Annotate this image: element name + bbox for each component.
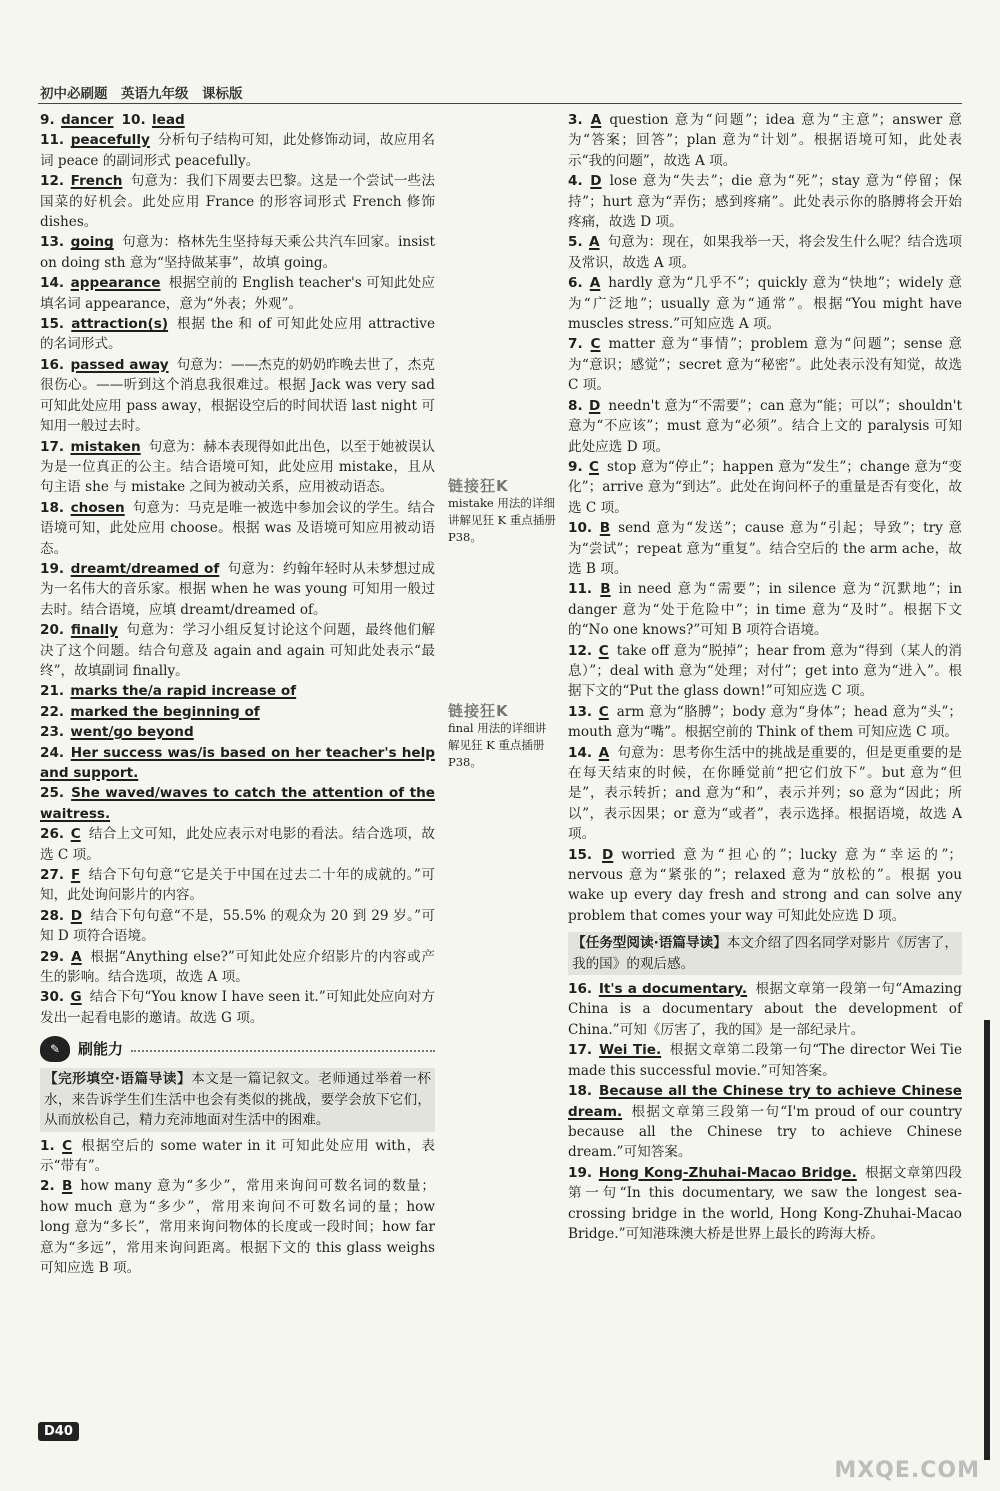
- task-answer-list: [568, 979, 962, 1244]
- item-number: 28.: [40, 907, 65, 924]
- item-explanation: 结合上文可知，此处应表示对电影的看法。结合选项，故选 C 项。: [40, 826, 436, 863]
- item-explanation: 句意为：——杰克的奶奶昨晚去世了，杰克很伤心。——听到这个消息我很难过。根据 Jack was very sad 可知此处应用 pass away，根据设空后的时间状语 last night 可知用一般过去时。: [40, 356, 435, 435]
- side-note-text: mistake 用法的详细讲解见狂 K 重点插册 P38。: [448, 496, 556, 544]
- item-answer: lead: [151, 112, 185, 128]
- task-intro-text: 本文介绍了四名同学对影片《厉害了，我的国》的观后感。: [572, 935, 959, 972]
- item-number: 10.: [568, 520, 593, 537]
- item-answer: A: [589, 234, 600, 251]
- item-answer: Hong Kong-Zhuhai-Macao Bridge.: [598, 1164, 857, 1181]
- item-explanation: take off 意为“脱掉”；hear from 意为“得到（某人的消息）”；deal with 意为“处理；对付”；get into 意为“进入”。根据下文的“Put the glass down!”可知应选 C 项。: [568, 642, 962, 700]
- pencil-icon: ✎: [40, 1036, 70, 1062]
- item-answer: F: [70, 867, 81, 884]
- item-number: 11.: [40, 132, 65, 149]
- item-number: 19.: [568, 1164, 593, 1181]
- answer-item: [568, 579, 962, 640]
- item-number: 26.: [40, 826, 65, 843]
- answer-item: [40, 743, 435, 784]
- item-number: 30.: [40, 989, 65, 1006]
- item-number: 19.: [40, 560, 65, 577]
- item-number: 9.: [40, 112, 55, 128]
- answer-item: [568, 1081, 962, 1163]
- side-note-2: [448, 703, 556, 771]
- answer-item: [40, 130, 435, 171]
- item-answer: went/go beyond: [70, 724, 194, 741]
- answer-item: [568, 1040, 962, 1081]
- item-answer: chosen: [70, 499, 125, 516]
- item-number: 22.: [40, 703, 65, 720]
- item-answer: It's a documentary.: [598, 981, 748, 998]
- answer-item: [40, 722, 435, 742]
- answer-item: [40, 171, 435, 232]
- item-number: 21.: [40, 683, 65, 700]
- item-answer: going: [70, 234, 114, 251]
- section-shua-nengli: [40, 1036, 435, 1062]
- item-explanation: 根据文章第一段第一句“Amazing China is a documentary about the development of China.”可知《厉害了，我的国》是一部纪录片。: [568, 981, 962, 1038]
- item-explanation: 根据空前的 English teacher's 可知此处应填名词 appearance，意为“外表；外观”。: [40, 275, 435, 312]
- item-number: 12.: [568, 642, 593, 659]
- item-answer: C: [62, 1137, 73, 1154]
- cloze-answer-list: [40, 1136, 435, 1279]
- answer-item: [40, 783, 435, 824]
- answer-item: [568, 396, 962, 457]
- answer-item: [40, 681, 435, 701]
- dotted-rule: [131, 1050, 435, 1052]
- item-number: 9.: [568, 458, 583, 475]
- item-explanation: lose 意为“失去”；die 意为“死”；stay 意为“停留；保持”；hurt 意为“弄伤；感到疼痛”。此处表示你的胳膊将会开始疼痛，故选 D 项。: [568, 173, 962, 231]
- answer-item: [40, 987, 435, 1028]
- page-number: D40: [38, 1422, 79, 1441]
- item-answer: mistaken: [70, 438, 141, 455]
- item-answer: G: [70, 989, 82, 1006]
- answer-item: [568, 334, 962, 395]
- item-explanation: 句意为：马克是唯一被选中参加会议的学生。结合语境可知，此处应用 choose。根据 was 及语境可知应用被动语态。: [40, 499, 436, 557]
- answer-item: [40, 865, 435, 906]
- cloze-intro-heading: 【完形填空·语篇导读】: [44, 1071, 192, 1088]
- answer-item: [40, 498, 435, 559]
- item-number: 17.: [40, 438, 65, 455]
- item-number: 7.: [568, 336, 583, 353]
- item-answer: French: [70, 173, 123, 190]
- header-rule: [38, 103, 962, 104]
- item-explanation: 结合下句句意“不是，55.5% 的观众为 20 到 29 岁。”可知 D 项符合语境。: [40, 907, 436, 945]
- item-number: 10.: [121, 112, 146, 128]
- item-explanation: 句意为：现在，如果我举一天，将会发生什么呢？结合选项及常识，故选 A 项。: [568, 234, 963, 271]
- item-number: 3.: [568, 112, 583, 128]
- item-answer: D: [590, 173, 602, 190]
- answer-item: [568, 273, 962, 334]
- item-answer: appearance: [70, 275, 161, 292]
- item-explanation: 根据文章第三段第一句“I'm proud of our country because all the Chinese try to achieve Chinese dream.”可知答案。: [568, 1103, 962, 1161]
- item-explanation: 句意为：学习小组反复讨论这个问题，最终他们解决了这个问题。结合句意及 again and again 可知此处表示“最终”，故填副词 finally。: [40, 622, 435, 679]
- item-number: 20.: [40, 622, 65, 639]
- item-number: 12.: [40, 173, 65, 190]
- item-explanation: 根据文章第四段第一句“In this documentary, we saw the longest sea-crossing bridge in the world, Hong Kong-Zhuhai-Macao Bridge.”可知港珠澳大桥是世界上最长的跨海大桥。: [568, 1164, 963, 1242]
- answer-item: [40, 273, 435, 314]
- item-number: 29.: [40, 948, 65, 965]
- item-answer: marks the/a rapid increase of: [70, 683, 297, 700]
- answer-item: [568, 110, 962, 171]
- item-answer: C: [70, 826, 81, 843]
- item-number: 15.: [40, 316, 65, 333]
- answer-item: [40, 1176, 435, 1278]
- item-answer: dreamt/dreamed of: [70, 560, 220, 577]
- item-explanation: 句意为：约翰年轻时从未梦想过成为一名伟大的音乐家。根据 when he was young 可知用一般过去时。结合语境，应填 dreamt/dreamed of。: [40, 560, 435, 618]
- answer-item: [40, 355, 435, 437]
- left-answer-list: [40, 110, 435, 1028]
- item-answer: finally: [70, 622, 118, 639]
- item-explanation: needn't 意为“不需要”；can 意为“能；可以”；shouldn't 意为“不应该”；must 意为“必须”。结合上文的 paralysis 可知此处应选 D 项。: [568, 397, 962, 455]
- answer-item: [40, 437, 435, 498]
- item-explanation: in need 意为“需要”；in silence 意为“沉默地”；in danger 意为“处于危险中”；in time 意为“及时”。根据下文的“No one knows?”可知 B 项符合语境。: [568, 581, 962, 639]
- answer-item: [568, 1163, 962, 1245]
- item-number: 4.: [568, 173, 583, 190]
- watermark: MXQE.COM: [834, 1458, 980, 1483]
- answer-item: [40, 1136, 435, 1177]
- item-number: 18.: [40, 499, 65, 516]
- item-explanation: 根据空后的 some water in it 可知此处应用 with，表示“带有”。: [40, 1137, 435, 1174]
- item-explanation: 根据“Anything else?”可知此处应介绍影片的内容或产生的影响。结合选项，故选 A 项。: [40, 948, 435, 986]
- item-answer: C: [598, 703, 609, 720]
- answer-item: [568, 979, 962, 1040]
- item-number: 2.: [40, 1178, 55, 1195]
- item-number: 25.: [40, 785, 65, 802]
- item-number: 14.: [568, 744, 593, 761]
- item-explanation: question 意为“问题”；idea 意为“主意”；answer 意为“答案；回答”；plan 意为“计划”。根据语境可知，此处表示“我的问题”，故选 A 项。: [568, 112, 962, 169]
- side-note-text: final 用法的详细讲解见狂 K 重点插册 P38。: [448, 721, 547, 769]
- item-explanation: 结合下句句意“它是关于中国在过去二十年的成就的。”可知，此处询问影片的内容。: [40, 867, 435, 904]
- item-answer: A: [598, 744, 610, 761]
- item-number: 13.: [40, 234, 65, 251]
- item-answer: Her success was/is based on her teacher's help and support.: [40, 744, 435, 781]
- item-number: 23.: [40, 724, 65, 741]
- item-explanation: 句意为：格林先生坚持每天乘公共汽车回家。insist on doing sth 意为“坚持做某事”，故填 going。: [40, 234, 435, 271]
- item-answer: Because all the Chinese try to achieve Chinese dream.: [568, 1083, 962, 1120]
- item-answer: B: [600, 581, 611, 598]
- answer-item: [568, 702, 962, 743]
- side-note-1: [448, 478, 556, 546]
- item-answer: B: [599, 520, 611, 537]
- item-answer: C: [590, 336, 601, 353]
- answer-item: [568, 171, 962, 232]
- item-answer: D: [602, 846, 614, 863]
- right-answer-list: [568, 110, 962, 926]
- page-header: 初中必刷题 英语九年级 课标版: [40, 86, 243, 102]
- answer-item: [568, 518, 962, 579]
- item-answer: passed away: [70, 356, 169, 373]
- side-note-tag: 链接狂K: [448, 477, 509, 495]
- item-number: 6.: [568, 275, 583, 292]
- cloze-intro-text: 本文是一篇记叙文。老师通过举着一杯水，来告诉学生们生活中也会有类似的挑战，要学会放下它们，从而放松自己，精力充沛地面对生活中的困难。: [44, 1071, 432, 1129]
- section-label: 刷能力: [78, 1040, 124, 1059]
- item-answer: dancer: [60, 112, 114, 128]
- answer-item: [40, 702, 435, 722]
- answer-item: [568, 743, 962, 845]
- item-number: 8.: [568, 397, 583, 414]
- item-answer: A: [590, 112, 602, 128]
- item-number: 16.: [40, 356, 65, 373]
- answer-item: [40, 824, 435, 865]
- item-explanation: arm 意为“胳膊”；body 意为“身体”；head 意为“头”；mouth 意为“嘴”。根据空前的 Think of them 可知应选 C 项。: [568, 703, 962, 741]
- item-number: 15.: [568, 846, 593, 863]
- answer-item: [568, 641, 962, 702]
- item-number: 5.: [568, 234, 583, 251]
- answer-item: [568, 457, 962, 518]
- answer-item: [40, 232, 435, 273]
- answer-item: [40, 314, 435, 355]
- page-edge-bar: [984, 1020, 990, 1460]
- item-answer: A: [589, 275, 601, 292]
- item-answer: C: [588, 458, 599, 475]
- item-explanation: hardly 意为“几乎不”；quickly 意为“快地”；widely 意为“广泛地”；usually 意为“通常”。根据“You might have muscles stress.”可知应选 A 项。: [568, 275, 962, 333]
- answer-item: [40, 906, 435, 947]
- cloze-intro: [40, 1068, 435, 1131]
- left-column: [40, 110, 435, 1278]
- item-explanation: 句意为：赫本表现得如此出色，以至于她被误认为是一位真正的公主。结合语境可知，此处应用 mistake，且从句主语 she 与 mistake 之间为被动关系，应用被动语态。: [40, 438, 436, 496]
- item-answer: D: [589, 397, 601, 414]
- item-explanation: 根据 the 和 of 可知此处应用 attractive 的名词形式。: [40, 316, 435, 353]
- item-answer: attraction(s): [71, 316, 169, 333]
- answer-item: [40, 947, 435, 988]
- item-explanation: send 意为“发送”；cause 意为“引起；导致”；try 意为“尝试”；repeat 意为“重复”。结合空后的 the arm ache，故选 B 项。: [568, 520, 963, 577]
- item-explanation: worried 意为“担心的”；lucky 意为“幸运的”；nervous 意为“紧张的”；relaxed 意为“放松的”。根据 you wake up every day fresh and strong and can solve any problem that comes your way 可知此处应选 D 项。: [568, 846, 962, 924]
- item-number: 27.: [40, 867, 65, 884]
- item-number: 16.: [568, 981, 593, 998]
- item-number: 24.: [40, 744, 65, 761]
- item-explanation: 分析句子结构可知，此处修饰动词，故应用名词 peace 的副词形式 peacefully。: [40, 132, 436, 169]
- answer-item: [568, 845, 962, 927]
- item-explanation: 结合下句“You know I have seen it.”可知此处应向对方发出一起看电影的邀请。故选 G 项。: [40, 989, 436, 1026]
- item-answer: marked the beginning of: [70, 703, 260, 720]
- item-number: 13.: [568, 703, 593, 720]
- item-number: 17.: [568, 1042, 593, 1059]
- item-answer: peacefully: [70, 132, 150, 149]
- item-explanation: 根据文章第二段第一句“The director Wei Tie made this successful movie.”可知答案。: [568, 1042, 962, 1079]
- item-answer: B: [61, 1178, 73, 1195]
- item-answer: C: [598, 642, 609, 659]
- item-explanation: how many 意为“多少”，常用来询问可数名词的数量；how much 意为“多少”，常用来询问不可数名词的量；how long 意为“多长”，常用来询问物体的长度或一段时间；how far 意为“多远”，常用来询问距离。根据下文的 this glass weighs 可知应选 B 项。: [40, 1178, 435, 1276]
- item-explanation: stop 意为“停止”；happen 意为“发生”；change 意为“变化”；arrive 意为“到达”。此处在询问杯子的重量是否有变化，故选 C 项。: [568, 458, 962, 516]
- item-explanation: 句意为：我们下周要去巴黎。这是一个尝试一些法国菜的好机会。此处应用 France 的形容词形式 French 修饰 dishes。: [40, 173, 435, 231]
- item-number: 11.: [568, 581, 593, 598]
- item-answer: A: [71, 948, 82, 965]
- item-answer: She waved/waves to catch the attention of the waitress.: [40, 785, 435, 822]
- task-intro-heading: 【任务型阅读·语篇导读】: [572, 935, 727, 952]
- item-number: 18.: [568, 1083, 593, 1100]
- item-explanation: matter 意为“事情”；problem 意为“问题”；sense 意为“意识；感觉”；secret 意为“秘密”。此处表示没有知觉，故选 C 项。: [568, 336, 962, 394]
- item-explanation: 句意为：思考你生活中的挑战是重要的，但是更重要的是在每天结束的时候，在你睡觉前“把它们放下”。but 意为“但是”，表示转折；and 意为“和”，表示并列；so 意为“因此；所以”，表示因果；or 意为“或者”，表示选择。根据语境，故选 A 项。: [568, 744, 963, 843]
- answer-item: [40, 620, 435, 681]
- task-intro: [568, 932, 962, 975]
- item-answer: Wei Tie.: [599, 1042, 662, 1059]
- side-note-tag: 链接狂K: [448, 702, 509, 720]
- answer-item: [40, 110, 435, 130]
- answer-item: [568, 232, 962, 273]
- answer-item: [40, 559, 435, 620]
- item-number: 14.: [40, 275, 65, 292]
- right-column: [568, 110, 962, 1244]
- item-number: 1.: [40, 1137, 55, 1154]
- item-answer: D: [70, 907, 83, 924]
